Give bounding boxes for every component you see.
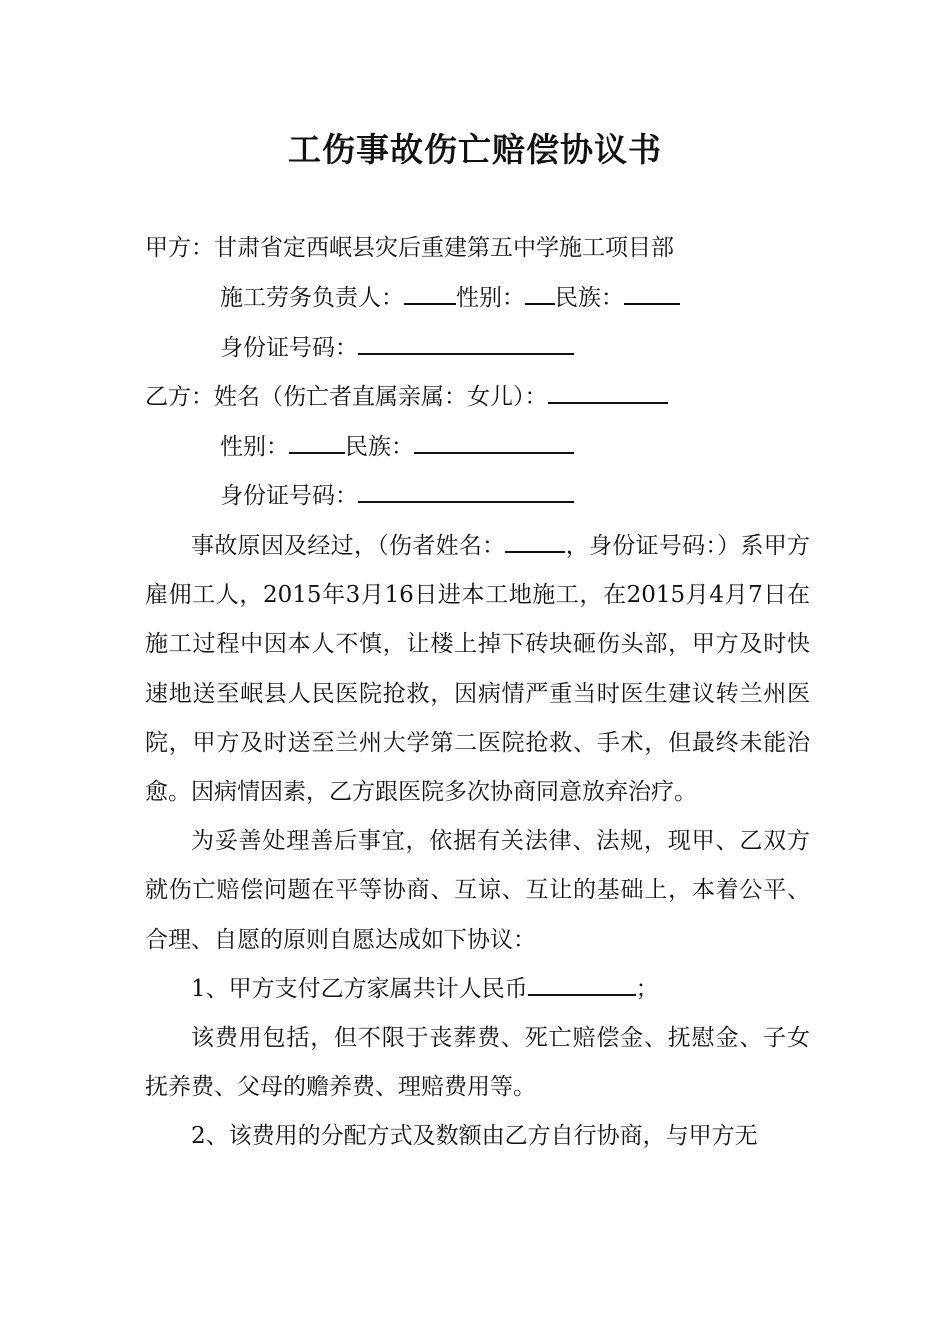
party-b-label: 乙方： bbox=[145, 384, 214, 410]
party-b-ethnicity-blank bbox=[414, 432, 574, 454]
party-a-gender-blank bbox=[525, 283, 555, 305]
party-a-ethnicity-blank bbox=[624, 283, 680, 305]
party-a-id-line bbox=[220, 332, 574, 364]
party-a-responsible-line bbox=[220, 282, 680, 314]
party-b-line bbox=[145, 381, 668, 413]
agreement-intro-paragraph: 为妥善处理善后事宜，依据有关法律、法规，现甲、乙双方就伤亡赔偿问题在平等协商、互谅、互让的基础上，本着公平、合理、自愿的原则自愿达成如下协议： bbox=[145, 828, 810, 953]
party-a-label: 甲方： bbox=[145, 235, 214, 261]
injured-name-blank bbox=[505, 531, 565, 553]
party-b-name-blank bbox=[548, 382, 668, 404]
accident-body: ）系甲方雇佣工人，2015年3月16日进本工地施工，在2015月4月7日在施工过程中因本人不慎，让楼上掉下砖块砸伤头部，甲方及时快速地送至岷县人民医院抢救，因病情严重当时医生建议转兰州医院，甲方及时送至兰州大学第二医院抢救、手术，但最终未能治愈。因病情因素，乙方跟医院多次协商同意放弃治疗。 bbox=[145, 533, 811, 806]
party-b-gender-blank bbox=[289, 432, 345, 454]
party-b-name-label: 姓名（伤亡者直属亲属：女儿）： bbox=[214, 384, 548, 410]
accident-id-text: ，身份证号码： bbox=[565, 533, 718, 559]
responsible-label: 施工劳务负责人： bbox=[220, 285, 404, 311]
clause-1-detail: 该费用包括，但不限于丧葬费、死亡赔偿金、抚慰金、子女抚养费、父母的赡养费、理赔费用等。 bbox=[145, 1025, 810, 1101]
accident-paragraph bbox=[145, 522, 810, 817]
document-title: 工伤事故伤亡赔偿协议书 bbox=[288, 130, 662, 169]
clause-2: 2、该费用的分配方式及数额由乙方自行协商，与甲方无 bbox=[191, 1123, 758, 1150]
party-b-gender-line bbox=[220, 431, 574, 463]
party-b-id-line bbox=[220, 480, 574, 512]
accident-intro: 事故原因及经过，（伤者姓名： bbox=[191, 533, 506, 559]
party-a-line bbox=[145, 232, 674, 264]
party-a-name: 甘肃省定西岷县灾后重建第五中学施工项目部 bbox=[214, 235, 674, 261]
clause-1-text: 1、甲方支付乙方家属共计人民币 bbox=[191, 975, 528, 1002]
body-text bbox=[145, 522, 810, 1162]
party-a-id-blank bbox=[358, 333, 574, 355]
amount-blank bbox=[528, 974, 636, 996]
party-b-ethnicity-label: 民族： bbox=[345, 434, 414, 460]
party-b-gender-label: 性别： bbox=[220, 434, 289, 460]
party-a-gender-label: 性别： bbox=[456, 285, 525, 311]
party-a-ethnicity-label: 民族： bbox=[555, 285, 624, 311]
party-b-id-label: 身份证号码： bbox=[220, 483, 358, 509]
party-a-id-label: 身份证号码： bbox=[220, 335, 358, 361]
responsible-blank bbox=[404, 283, 456, 305]
clause-1-end: ； bbox=[635, 975, 659, 1002]
clause-1 bbox=[145, 965, 810, 1014]
party-b-id-blank bbox=[358, 481, 574, 503]
